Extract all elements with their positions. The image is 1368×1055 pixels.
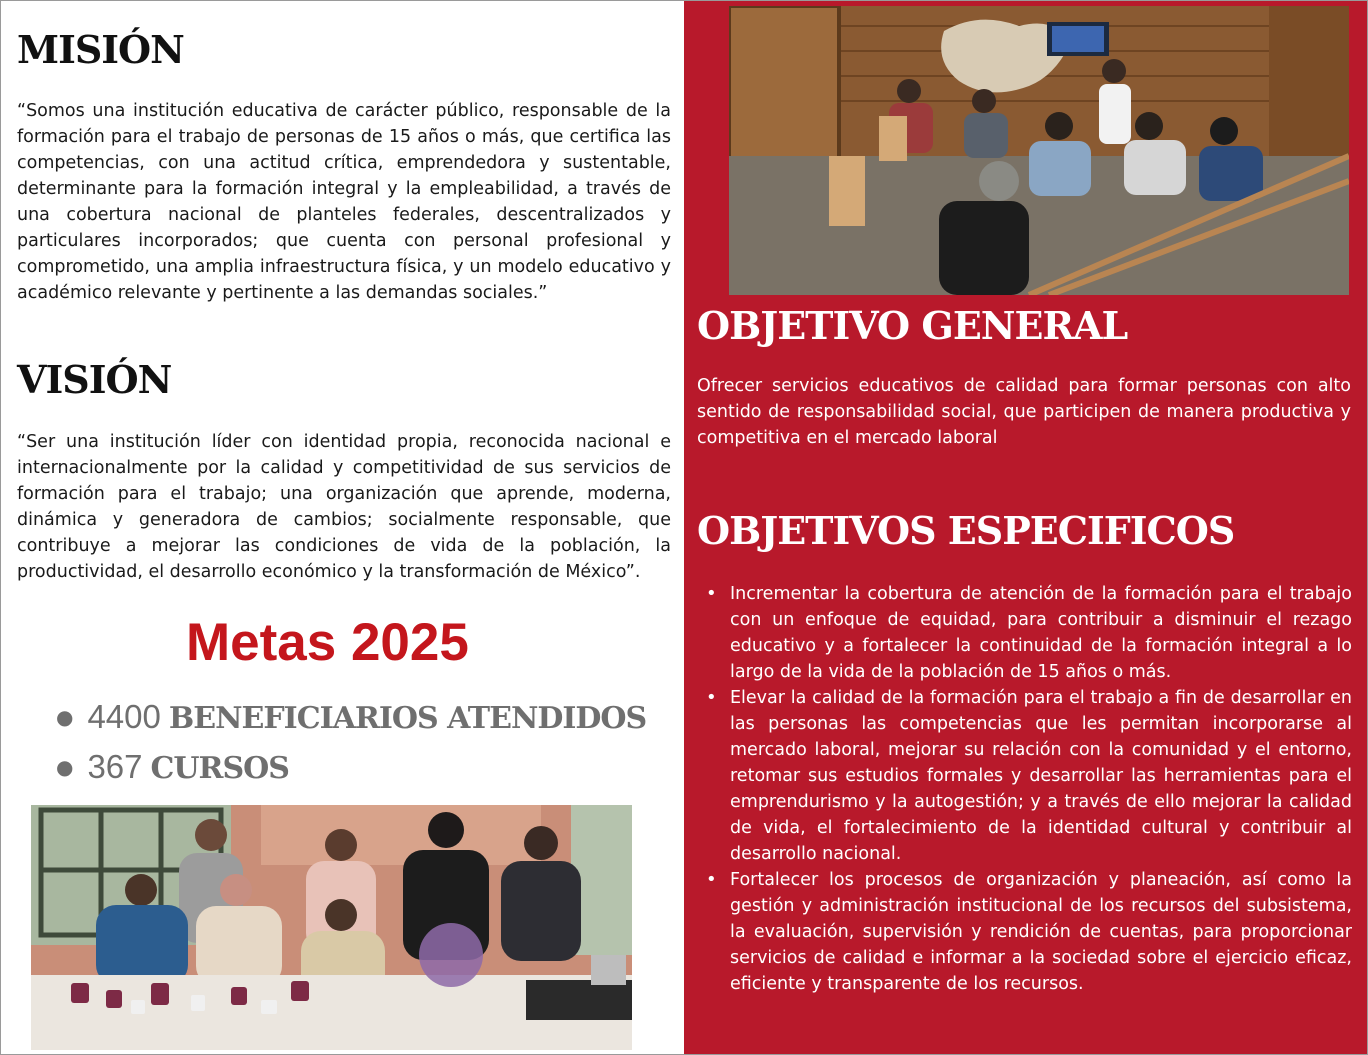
- vision-text: “Ser una institución líder con identidad propia, reconocida nacional e internacionalmente por la calidad y competitividad de sus servicios de formación para el trabajo; una organización que aprende, moderna, dinámica y generadora de cambios; socialmente responsable, que contribuye a mejorar las condiciones de vida de la población, la productividad, el desarrollo económico y la transformación de México”.: [17, 432, 671, 582]
- objetivo-general-text: Ofrecer servicios educativos de calidad para formar personas con alto sentido de responsabilidad social, que participen de manera productiva y competitiva en el mercado laboral: [697, 376, 1351, 448]
- list-item: • Elevar la calidad de la formación para el trabajo a fin de desarrollar en las personas las competencias que les permitan incorporarse al mercado laboral, mejorar su relación con la comunidad y el entorno, retomar sus estudios formales y desarrollar las herramientas para el emprendurismo y la autogestión; y a través de ello mejorar la calidad de vida, el fortalecimiento de la identidad cultural y contribuir al desarrollo nacional.: [704, 685, 1352, 867]
- objetivos-especificos-heading: OBJETIVOS ESPECIFICOS: [697, 508, 1235, 553]
- metas-title: Metas 2025: [186, 613, 469, 672]
- list-item: • Incrementar la cobertura de atención de la formación para el trabajo con un enfoque de equidad, para contribuir a disminuir el rezago educativo y a fortalecer la continuidad de la formación integral a lo largo de la vida de la población de 15 años o más.: [704, 581, 1352, 685]
- list-item: • Fortalecer los procesos de organización y planeación, así como la gestión y administración institucional de los recursos del subsistema, la evaluación, supervisión y rendición de cuentas, para proporcionar servicios de calidad e informar a la sociedad sobre el ejercicio eficaz, eficiente y transparente de los recursos.: [704, 867, 1352, 997]
- meta-label: BENEFICIARIOS ATENDIDOS: [168, 701, 647, 736]
- meta-label: CURSOS: [150, 751, 289, 786]
- vision-heading: VISIÓN: [17, 357, 172, 402]
- mision-text: “Somos una institución educativa de carácter público, responsable de la formación para el trabajo de personas de 15 años o más, que certifica las competencias, con una actitud crítica, emprendedora y sustentable, determinante para la formación integral y la empleabilidad, a través de una cobertura nacional de planteles federales, descentralizados y particulares incorporados; que cuenta con personal profesional y comprometido, una amplia infraestructura física, y un modelo educativo y académico relevante y pertinente a las demandas sociales.”: [17, 101, 671, 303]
- meta-number: 367: [87, 748, 143, 785]
- objetivo-general-heading: OBJETIVO GENERAL: [697, 303, 1128, 348]
- bullet-icon: ●: [56, 755, 74, 779]
- bullet-icon: ●: [56, 705, 74, 729]
- meta-number: 4400: [87, 698, 161, 735]
- mision-heading: MISIÓN: [17, 27, 184, 72]
